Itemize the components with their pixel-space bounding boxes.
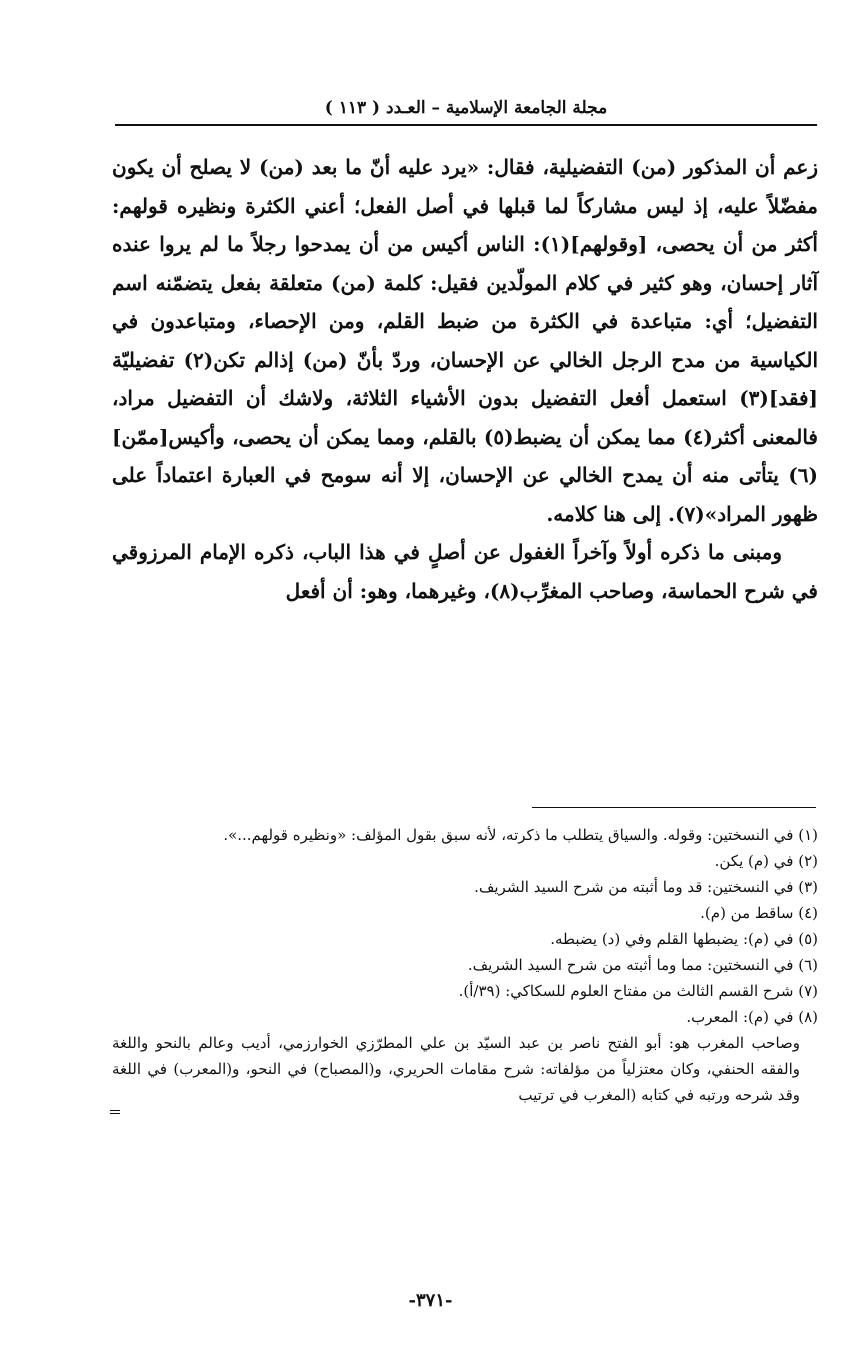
footnote-8: (٨) في (م): المعرب. [686,1008,818,1026]
main-text [112,148,818,610]
footnote-3: (٣) في النسختين: قد وما أثبته من شرح السيد الشريف. [474,878,818,896]
footnote-1: (١) في النسختين: وقوله. والسياق يتطلب ما ذكرته، لأنه سبق بقول المؤلف: «ونظيره قولهم...». [223,826,818,844]
footnote-rule [532,807,816,808]
footnote-2: (٢) في (م) يكن. [714,852,818,870]
footnote-4: (٤) ساقط من (م). [700,904,818,922]
footnote-6: (٦) في النسختين: مما وما أثبته من شرح السيد الشريف. [467,956,818,974]
running-head: مجلة الجامعة الإسلامية – العـدد ( ١١٣ ) [324,98,608,118]
body-paragraph-1: زعم أن المذكور (من) التفضيلية، فقال: «يرد عليه أنّ ما بعد (من) لا يصلح أن يكون مفضّلاً عليه، إذ ليس مشاركاً لما قبلها في أصل الفعل؛ أعني الكثرة ونظيره قولهم: أكثر من أن يحصى، [وقولهم](١): الناس أكيس من أن يمدحوا رجلاً ما لم يروا عنده آثار إحسان، وهو كثير في كلام المولّدين فقيل: كلمة (من) متعلقة بفعل يتضمّنه اسم التفضيل؛ أي: متباعدة في الكثرة من ضبط القلم، ومن الإحصاء، ومتباعدون في الكياسية من مدح الرجل الخالي عن الإحسان، وردّ بأنّ (من) إذالم تكن(٢) تفضيليّة [فقد](٣) استعمل أفعل التفضيل بدون الأشياء الثلاثة، ولاشك أن التفضيل مراد، فالمعنى أكثر(٤) مما يمكن أن يضبط(٥) بالقلم، ومما يمكن أن يحصى، وأكيس[ممّن](٦) يتأتى منه أن يمدح الخالي عن الإحسان، إلا أنه سومح في العبارة اعتماداً على ظهور المراد»(٧). إلى هنا كلامه. [112,155,818,526]
footnote-biographical-note: وصاحب المغرب هو: أبو الفتح ناصر بن عبد السيّد بن علي المطرّزي الخوارزمي، أديب وعالم بالنحو واللغة والفقه الحنفي، وكان معتزلياً من مؤلفاته: شرح مقامات الحريري، و(المصباح) في النحو، و(المعرب) في اللغة وقد شرحه ورتبه في كتابه (المغرب في ترتيب [112,1034,800,1104]
continuation-mark [110,1110,120,1114]
footnote-5: (٥) في (م): يضبطها القلم وفي (د) يضبطه. [550,930,818,948]
footnote-7: (٧) شرح القسم الثالث من مفتاح العلوم للسكاكي: (٣٩/أ). [458,982,818,1000]
footnotes [112,822,818,1108]
body-paragraph-2: ومبنى ما ذكره أولاً وآخراً الغفول عن أصلٍ في هذا الباب، ذكره الإمام المرزوقي في شرح الحماسة، وصاحب المغرِّب(٨)، وغيرهما، وهو: أن أفعل [112,540,818,603]
header-rule [115,124,817,126]
page-number: -٣٧١- [408,1290,453,1311]
